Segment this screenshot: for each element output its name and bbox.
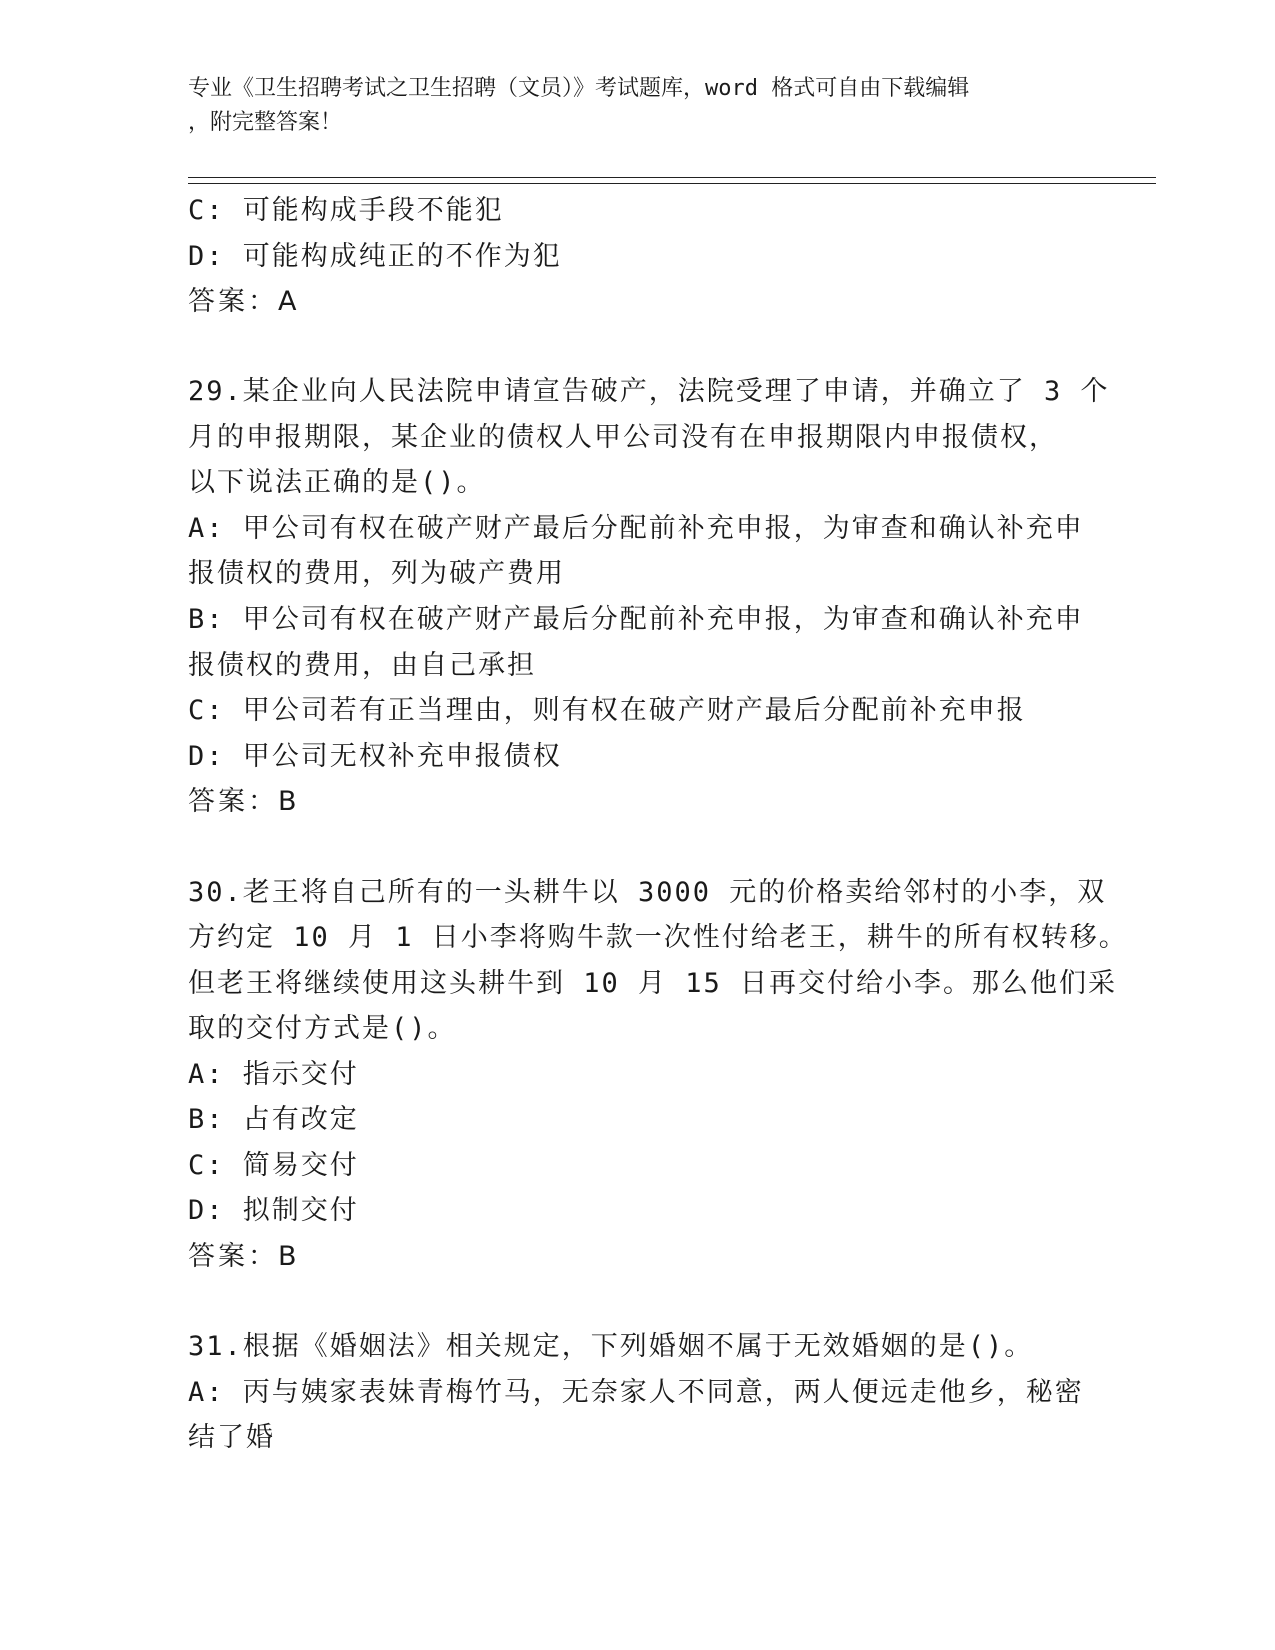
option-d-q30: D: 拟制交付 <box>188 1195 359 1226</box>
option-b-q30: B: 占有改定 <box>188 1104 359 1135</box>
header-line-1: 专业《卫生招聘考试之卫生招聘（文员）》考试题库，word 格式可自由下载编辑 <box>188 76 970 101</box>
question-30-line-2: 方约定 10 月 1 日小李将购牛款一次性付给老王，耕牛的所有权转移。 <box>188 922 1128 953</box>
option-d-q28: D: 可能构成纯正的不作为犯 <box>188 241 562 272</box>
question-29-line-3: 以下说法正确的是()。 <box>188 467 486 498</box>
answer-q30: 答案：B <box>188 1241 300 1272</box>
option-c-q28: C: 可能构成手段不能犯 <box>188 195 504 226</box>
option-a-q31-line-2: 结了婚 <box>188 1422 275 1453</box>
document-header <box>188 72 1088 140</box>
option-d-q29: D: 甲公司无权补充申报债权 <box>188 741 562 772</box>
question-30-line-3: 但老王将继续使用这头耕牛到 10 月 15 日再交付给小李。那么他们采 <box>188 968 1118 999</box>
option-a-q29-line-2: 报债权的费用，列为破产费用 <box>188 558 565 589</box>
option-a-q29-line-1: A: 甲公司有权在破产财产最后分配前补充申报，为审查和确认补充申 <box>188 513 1084 544</box>
header-divider-top <box>188 177 1156 178</box>
answer-q28: 答案：A <box>188 286 300 317</box>
question-31: 31.根据《婚姻法》相关规定，下列婚姻不属于无效婚姻的是()。 <box>188 1331 1034 1362</box>
question-30-line-4: 取的交付方式是()。 <box>188 1013 457 1044</box>
header-line-2: ，附完整答案！ <box>188 110 343 135</box>
option-a-q31-line-1: A: 丙与姨家表妹青梅竹马，无奈家人不同意，两人便远走他乡，秘密 <box>188 1377 1084 1408</box>
question-29-line-2: 月的申报期限，某企业的债权人甲公司没有在申报期限内申报债权， <box>188 422 1058 453</box>
question-29-line-1: 29.某企业向人民法院申请宣告破产，法院受理了申请，并确立了 3 个 <box>188 376 1110 407</box>
option-c-q29: C: 甲公司若有正当理由，则有权在破产财产最后分配前补充申报 <box>188 695 1026 726</box>
header-divider-bottom <box>188 183 1156 184</box>
option-c-q30: C: 简易交付 <box>188 1150 359 1181</box>
answer-q29: 答案：B <box>188 786 300 817</box>
option-b-q29-line-2: 报债权的费用，由自己承担 <box>188 650 536 681</box>
question-30-line-1: 30.老王将自己所有的一头耕牛以 3000 元的价格卖给邻村的小李，双 <box>188 877 1107 908</box>
option-b-q29-line-1: B: 甲公司有权在破产财产最后分配前补充申报，为审查和确认补充申 <box>188 604 1084 635</box>
option-a-q30: A: 指示交付 <box>188 1059 359 1090</box>
